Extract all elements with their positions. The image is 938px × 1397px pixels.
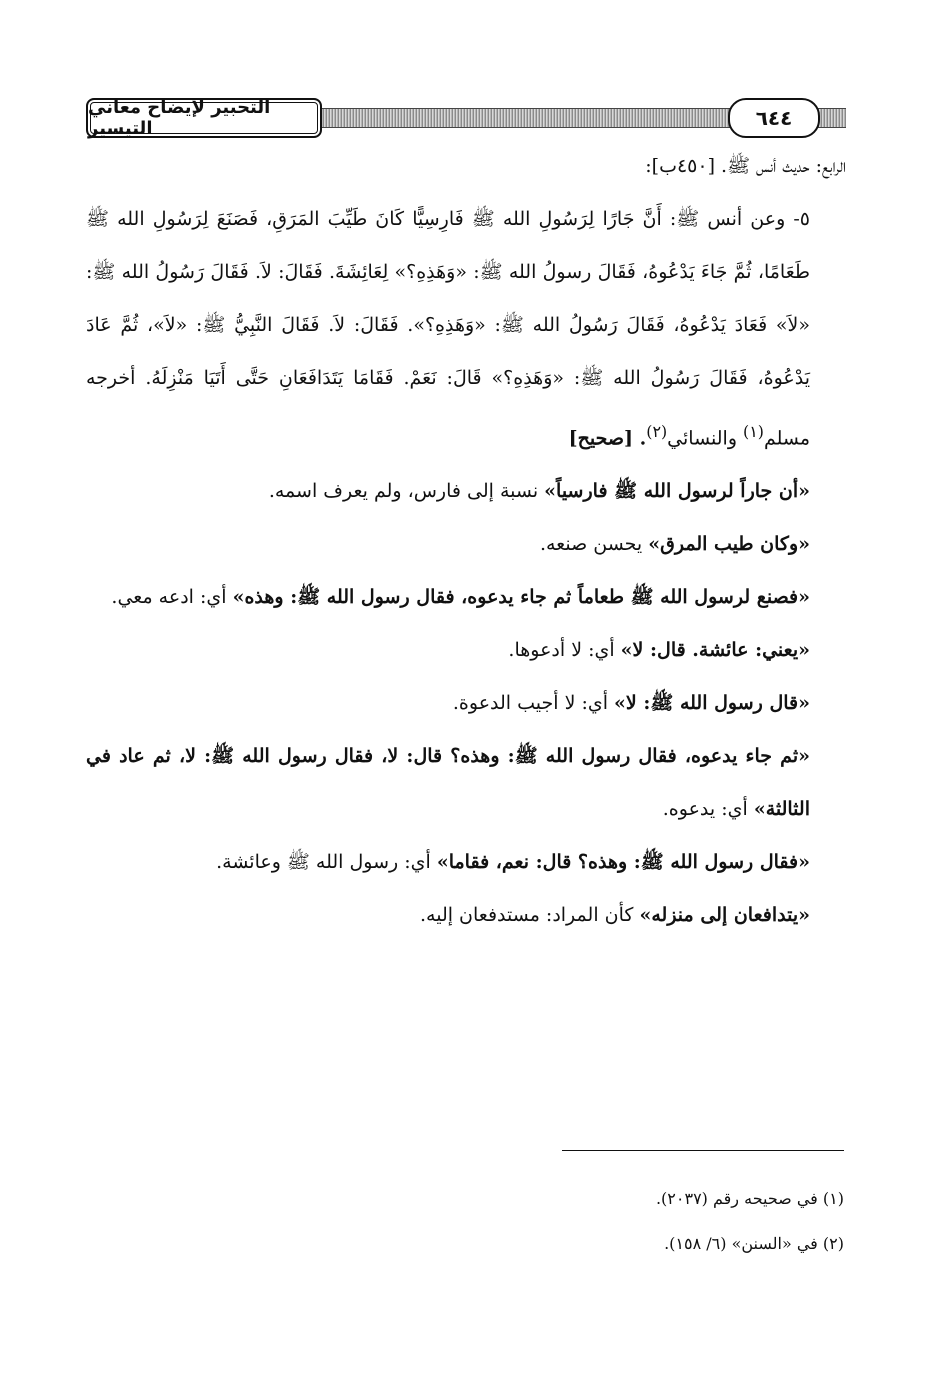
explanation-8-text: كأن المراد: مستدفعان إليه.: [419, 904, 640, 927]
explanation-8-quote: «يتدافعان إلى منزله»: [639, 904, 810, 927]
footnote-2: (٢) في «السنن» (٦/ ١٥٨).: [664, 1234, 844, 1253]
explanation-5: [86, 677, 846, 730]
footnote-ref-2: (٢): [646, 422, 668, 441]
explanation-1: [86, 465, 846, 518]
explanation-5-quote: «قال رسول الله ﷺ: لا»: [614, 692, 810, 715]
explanation-7-text: أي: رسول الله ﷺ وعائشة.: [216, 851, 437, 874]
hadith-text: ٥- وعن أنس ﷺ: أَنَّ جَارًا لِرَسُولِ الله ﷺ فَارِسِيًّا كَانَ طَيِّبَ المَرَقِ، فَصَنَعَ لِرَسُولِ الله ﷺ طَعَامًا، ثُمَّ جَاءَ يَدْعُوهُ، فَقَالَ رسولُ الله ﷺ: «وَهَذِهِ؟» لِعَائِشَةَ. فَقَالَ: لاَ. فَقَالَ رَسُولُ الله ﷺ: «لاَ» فَعَادَ يَدْعُوهُ، فَقَالَ رَسُولُ الله ﷺ: «وَهَذِهِ؟». فَقَالَ: لاَ. فَقَالَ النَّبِيُّ ﷺ: «لاَ»، ثُمَّ عَادَ يَدْعُوهُ، فَقَالَ رَسُولُ الله ﷺ: «وَهَذِهِ؟» قَالَ: نَعَمْ. فَقَامَا يَتَدَافَعَانِ حَتَّى أَتَيَا مَنْزِلَهُ. أخرجه: [86, 208, 810, 389]
explanation-1-text: نسبة إلى فارس، ولم يعرف اسمه.: [268, 480, 545, 503]
explanation-4-text: أي: لا أدعوها.: [508, 639, 621, 662]
footnote-ref-1: (١): [743, 422, 764, 441]
page-header: [86, 97, 846, 139]
explanation-6-quote: «ثم جاء يدعوه، فقال رسول الله ﷺ: وهذه؟ قال: لا، فقال رسول الله ﷺ: لا، ثم عاد في الثالثة»: [86, 745, 810, 821]
explanation-5-text: أي: لا أجيب الدعوة.: [452, 692, 615, 715]
explanation-6: [86, 730, 846, 836]
explanation-2-text: يحسن صنعه.: [539, 533, 649, 556]
line-fourth: الرابع: حديث أنس ﷺ. [٤٥٠ب]:: [645, 155, 846, 177]
hadith-paragraph: [86, 193, 846, 465]
hadith-text-end: مسلم: [763, 427, 810, 450]
book-title: التحبير لإيضاح معاني التيسير: [86, 98, 322, 138]
explanation-3-quote: «فصنع لرسول الله ﷺ طعاماً ثم جاء يدعوه، فقال رسول الله ﷺ: وهذه»: [232, 586, 810, 609]
footnotes: [86, 1176, 844, 1266]
explanation-3: [86, 571, 846, 624]
hadith-grade: . [صحيح]: [568, 427, 647, 450]
explanation-4: [86, 624, 846, 677]
explanation-3-text: أي: ادعه معي.: [111, 586, 233, 609]
footnote-1: (١) في صحيحه رقم (٢٠٣٧).: [655, 1189, 844, 1208]
main-text: [86, 140, 846, 942]
explanation-1-quote: «أن جاراً لرسول الله ﷺ فارسياً»: [544, 480, 810, 503]
hadith-nasai: والنسائي: [667, 427, 737, 450]
explanation-2: [86, 518, 846, 571]
explanation-2-quote: «وكان طيب المرق»: [648, 533, 810, 556]
explanation-7-quote: «فقال رسول الله ﷺ: وهذه؟ قال: نعم، فقاما»: [436, 851, 810, 874]
explanation-8: [86, 889, 846, 942]
footnote-separator: [562, 1150, 844, 1151]
explanation-7: [86, 836, 846, 889]
page-number: ٦٤٤: [728, 98, 820, 138]
explanation-6-text: أي: يدعوه.: [662, 798, 754, 821]
explanation-4-quote: «يعني: عائشة. قال: لا»: [620, 639, 810, 662]
